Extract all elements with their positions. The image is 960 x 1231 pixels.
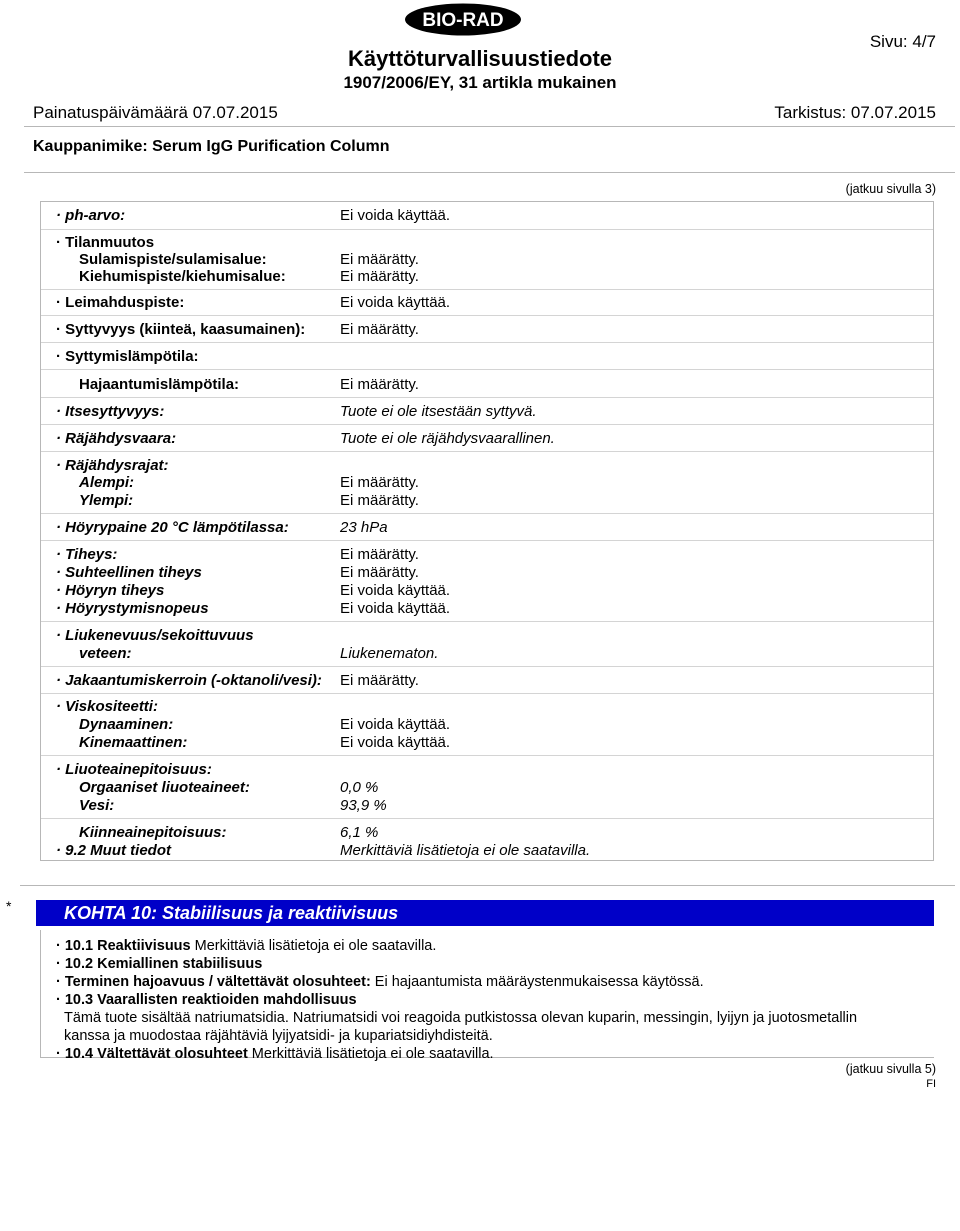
- revision-date: Tarkistus: 07.07.2015: [774, 103, 936, 122]
- vapour-density-value: Ei voida käyttää.: [340, 582, 451, 599]
- solubility-label: · Liukenevuus/sekoittuvuus: [56, 627, 254, 644]
- revision-marker: *: [6, 898, 12, 914]
- vapour-pressure-label: · Höyrypaine 20 °C lämpötilassa:: [56, 519, 289, 536]
- row-divider: [41, 818, 933, 819]
- other-information-value: Merkittäviä lisätietoja ei ole saatavilla.: [340, 842, 591, 859]
- evaporation-rate-value: Ei voida käyttää.: [340, 600, 451, 617]
- kinematic-viscosity-value: Ei voida käyttää.: [340, 734, 451, 751]
- vapour-pressure-value: 23 hPa: [340, 519, 388, 536]
- melting-point-value: Ei määrätty.: [340, 251, 419, 268]
- row-divider: [41, 666, 933, 667]
- row-divider: [41, 513, 933, 514]
- row-divider: [41, 540, 933, 541]
- section-10-title: KOHTA 10: Stabiilisuus ja reaktiivisuus: [64, 903, 399, 923]
- upper-limit-value: Ei määrätty.: [340, 492, 419, 509]
- relative-density-label: · Suhteellinen tiheys: [56, 564, 202, 581]
- water-content-value: 93,9 %: [340, 797, 387, 814]
- boiling-point-label: Kiehumispiste/kiehumisalue:: [79, 268, 286, 285]
- product-name: Kauppanimike: Serum IgG Purification Column: [33, 138, 390, 155]
- document-title: Käyttöturvallisuustiedote: [347, 46, 613, 71]
- solids-content-label: Kiinneainepitoisuus:: [79, 824, 227, 841]
- self-ignition-value: Tuote ei ole itsestään syttyvä.: [340, 403, 537, 420]
- continued-from-note: (jatkuu sivulla 3): [845, 182, 936, 196]
- state-change-label: · Tilanmuutos: [56, 234, 155, 251]
- reactivity-line: · 10.1 Reaktiivisuus Merkittäviä lisätietoja ei ole saatavilla.: [56, 938, 437, 954]
- language-code: FI: [926, 1078, 936, 1090]
- solids-content-value: 6,1 %: [340, 824, 379, 841]
- continued-to-note: (jatkuu sivulla 5): [845, 1062, 936, 1076]
- page-number: Sivu: 4/7: [869, 32, 936, 51]
- flash-point-label: · Leimahduspiste:: [56, 294, 185, 311]
- solvent-content-label: · Liuoteainepitoisuus:: [56, 761, 212, 778]
- ph-value: Ei voida käyttää.: [340, 207, 451, 224]
- melting-point-label: Sulamispiste/sulamisalue:: [79, 251, 267, 268]
- flammability-value: Ei määrätty.: [340, 321, 419, 338]
- vapour-density-label: · Höyryn tiheys: [56, 582, 165, 599]
- decomposition-temperature-label: Hajaantumislämpötila:: [79, 376, 240, 393]
- row-divider: [41, 451, 933, 452]
- chemical-stability-line: · 10.2 Kemiallinen stabiilisuus: [56, 956, 263, 972]
- viscosity-label: · Viskositeetti:: [56, 698, 158, 715]
- lower-limit-value: Ei määrätty.: [340, 474, 419, 491]
- evaporation-rate-label: · Höyrystymisnopeus: [56, 600, 209, 617]
- water-solubility-value: Liukenematon.: [340, 645, 439, 662]
- self-ignition-label: · Itsesyttyvyys:: [56, 403, 165, 420]
- density-label: · Tiheys:: [56, 546, 118, 563]
- water-content-label: Vesi:: [79, 797, 115, 814]
- row-divider: [41, 315, 933, 316]
- header-divider: [24, 126, 955, 127]
- organic-solvents-value: 0,0 %: [340, 779, 379, 796]
- other-information-label: · 9.2 Muut tiedot: [56, 842, 171, 859]
- row-divider: [41, 424, 933, 425]
- row-divider: [41, 342, 933, 343]
- row-divider: [41, 369, 933, 370]
- row-divider: [41, 229, 933, 230]
- explosion-hazard-label: · Räjähdysvaara:: [56, 430, 177, 447]
- relative-density-value: Ei määrätty.: [340, 564, 419, 581]
- sodium-azide-note-line1: Tämä tuote sisältää natriumatsidia. Natriumatsidi voi reagoida putkistossa olevan kuparin, messingin, lyijyn ja juotosmetallin: [64, 1010, 858, 1026]
- ignition-temperature-label: · Syttymislämpötila:: [56, 348, 199, 365]
- decomposition-temperature-value: Ei määrätty.: [340, 376, 419, 393]
- row-divider: [41, 397, 933, 398]
- upper-limit-label: Ylempi:: [79, 492, 134, 509]
- sodium-azide-note-line2: kanssa ja muodostaa räjähtäviä lyijyatsidi- ja kupariatsidiyhdisteitä.: [64, 1028, 493, 1044]
- document-subtitle: 1907/2006/EY, 31 artikla mukainen: [343, 73, 617, 92]
- dynamic-viscosity-value: Ei voida käyttää.: [340, 716, 451, 733]
- kinematic-viscosity-label: Kinemaattinen:: [79, 734, 188, 751]
- bio-rad-logo: [404, 3, 522, 36]
- row-divider: [41, 693, 933, 694]
- organic-solvents-label: Orgaaniset liuoteaineet:: [79, 779, 250, 796]
- flash-point-value: Ei voida käyttää.: [340, 294, 451, 311]
- print-date: Painatuspäivämäärä 07.07.2015: [33, 103, 278, 122]
- partition-coefficient-label: · Jakaantumiskerroin (-oktanoli/vesi):: [56, 672, 322, 689]
- row-divider: [41, 289, 933, 290]
- section-10-top-rule: [20, 885, 955, 886]
- section-10-left-rule: [40, 930, 41, 1058]
- partition-coefficient-value: Ei määrätty.: [340, 672, 419, 689]
- explosion-limits-label: · Räjähdysrajat:: [56, 457, 169, 474]
- hazardous-reactions-line: · 10.3 Vaarallisten reaktioiden mahdollisuus: [56, 992, 357, 1008]
- thermal-decomposition-line: · Terminen hajoavuus / vältettävät olosuhteet: Ei hajaantumista määräystenmukaisessa käytössä.: [56, 974, 704, 990]
- dynamic-viscosity-label: Dynaaminen:: [79, 716, 174, 733]
- flammability-label: · Syttyvyys (kiinteä, kaasumainen):: [56, 321, 306, 338]
- conditions-to-avoid-line: · 10.4 Vältettävät olosuhteet Merkittäviä lisätietoja ei ole saatavilla.: [56, 1046, 494, 1062]
- row-divider: [41, 621, 933, 622]
- lower-limit-label: Alempi:: [79, 474, 135, 491]
- water-solubility-label: veteen:: [79, 645, 132, 662]
- logo-text: BIO-RAD: [422, 10, 504, 31]
- density-value: Ei määrätty.: [340, 546, 419, 563]
- row-divider: [41, 755, 933, 756]
- explosion-hazard-value: Tuote ei ole räjähdysvaarallinen.: [340, 430, 555, 447]
- ph-label: · ph-arvo:: [56, 207, 126, 224]
- boiling-point-value: Ei määrätty.: [340, 268, 419, 285]
- product-divider: [24, 172, 955, 173]
